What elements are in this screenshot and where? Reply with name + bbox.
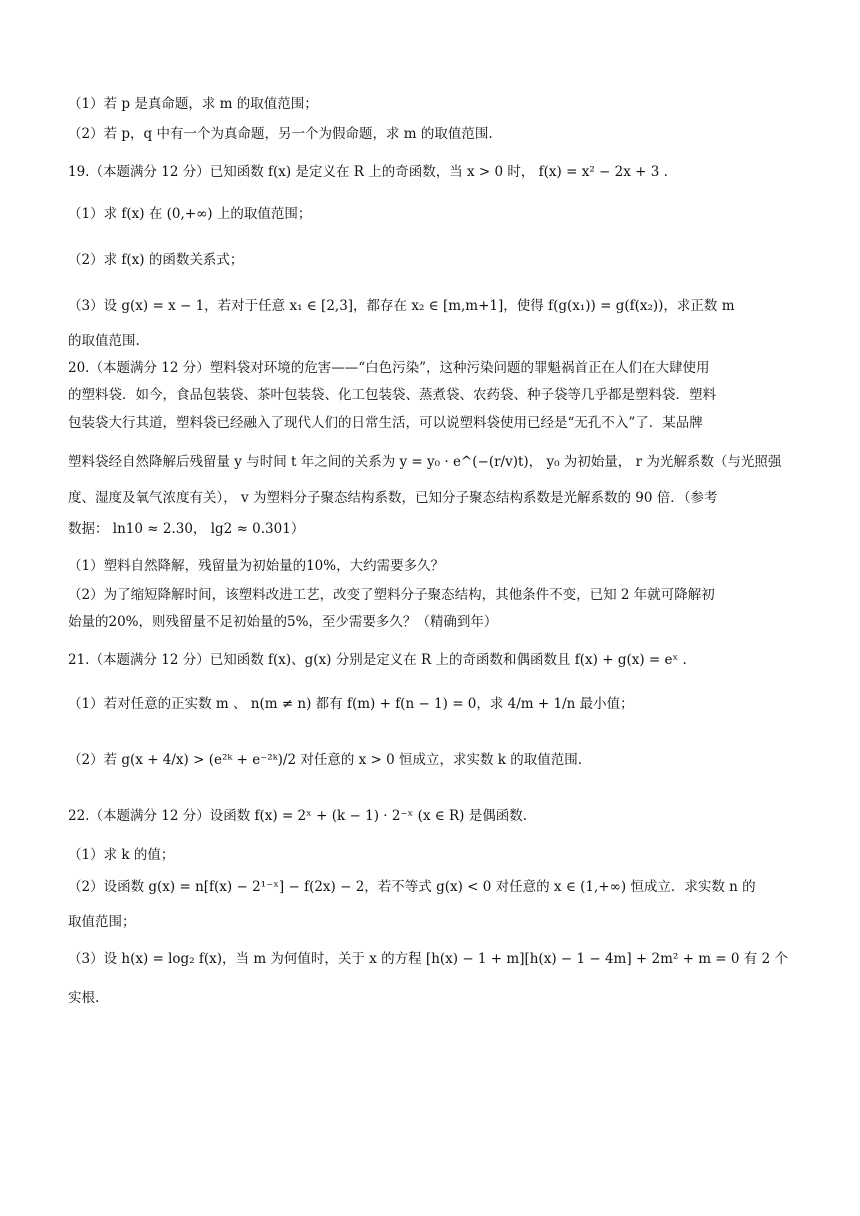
q21-part2: （2）若 g(x + 4/x) > (e²ᵏ + e⁻²ᵏ)/2 对任意的 x > 0 恒成立，求实数 k 的取值范围. (68, 752, 583, 768)
q19-part2: （2）求 f(x) 的函数关系式； (68, 252, 244, 268)
q20-ref-data: 数据： ln10 ≈ 2.30， lg2 ≈ 0.301） (68, 521, 305, 537)
q19-part3: （3）设 g(x) = x − 1，若对于任意 x₁ ∈ [2,3]，都存在 x₂ ∈ [m,m+1]，使得 f(g(x₁)) = g(f(x₂))，求正数 m (68, 298, 735, 314)
q22-part2: （2）设函数 g(x) = n[f(x) − 2¹⁻ˣ] − f(2x) − 2，若不等式 g(x) < 0 对任意的 x ∈ (1,+∞) 恒成立．求实数 n 的 (68, 879, 756, 895)
q18-part2: （2）若 p，q 中有一个为真命题，另一个为假命题，求 m 的取值范围. (68, 126, 493, 142)
q22-part3: （3）设 h(x) = log₂ f(x)，当 m 为何值时，关于 x 的方程 [h(x) − 1 + m][h(x) − 1 − 4m] + 2m² + m = 0 有 2 个 (68, 951, 788, 967)
q20-part1: （1）塑料自然降解，残留量为初始量的10%，大约需要多久？ (68, 558, 445, 574)
q20-stem-2: 的塑料袋．如今，食品包装袋、茶叶包装袋、化工包装袋、蒸煮袋、农药袋、种子袋等几乎都是塑料袋．塑料 (68, 387, 716, 403)
q22-part3-cont: 实根. (68, 990, 100, 1006)
q22-part1: （1）求 k 的值； (68, 847, 175, 863)
q19-stem: 19.（本题满分 12 分）已知函数 f(x) 是定义在 R 上的奇函数，当 x > 0 时， f(x) = x² − 2x + 3 . (68, 164, 668, 180)
q19-part1: （1）求 f(x) 在 (0,+∞) 上的取值范围； (68, 206, 312, 222)
q21-stem: 21.（本题满分 12 分）已知函数 f(x)、g(x) 分别是定义在 R 上的奇函数和偶函数且 f(x) + g(x) = eˣ . (68, 652, 687, 668)
q20-part2: （2）为了缩短降解时间，该塑料改进工艺，改变了塑料分子聚态结构，其他条件不变，已知 2 年就可降解初 (68, 587, 715, 603)
q22-part2-cont: 取值范围； (68, 914, 136, 930)
q20-stem-3: 包装袋大行其道，塑料袋已经融入了现代人们的日常生活，可以说塑料袋使用已经是“无孔不入”了．某品牌 (68, 415, 703, 431)
q20-stem-1: 20.（本题满分 12 分）塑料袋对环境的危害——“白色污染”，这种污染问题的罪魁祸首正在人们在大肆使用 (68, 360, 710, 376)
q18-part1: （1）若 p 是真命题，求 m 的取值范围； (68, 96, 318, 112)
q20-stem-5: 度、湿度及氧气浓度有关）， v 为塑料分子聚态结构系数，已知分子聚态结构系数是光解系数的 90 倍．（参考 (68, 490, 718, 506)
q22-stem: 22.（本题满分 12 分）设函数 f(x) = 2ˣ + (k − 1) · 2⁻ˣ (x ∈ R) 是偶函数. (68, 808, 528, 824)
q21-part1: （1）若对任意的正实数 m 、 n(m ≠ n) 都有 f(m) + f(n − 1) = 0，求 4/m + 1/n 最小值； (68, 696, 634, 712)
q20-part2-cont: 始量的20%，则残留量不足初始量的5%，至少需要多久？（精确到年） (68, 614, 498, 630)
q19-part3-cont: 的取值范围. (68, 333, 140, 349)
q20-stem-4: 塑料袋经自然降解后残留量 y 与时间 t 年之间的关系为 y = y₀ · e^(−(r/v)t)， y₀ 为初始量， r 为光解系数（与光照强 (68, 454, 782, 470)
